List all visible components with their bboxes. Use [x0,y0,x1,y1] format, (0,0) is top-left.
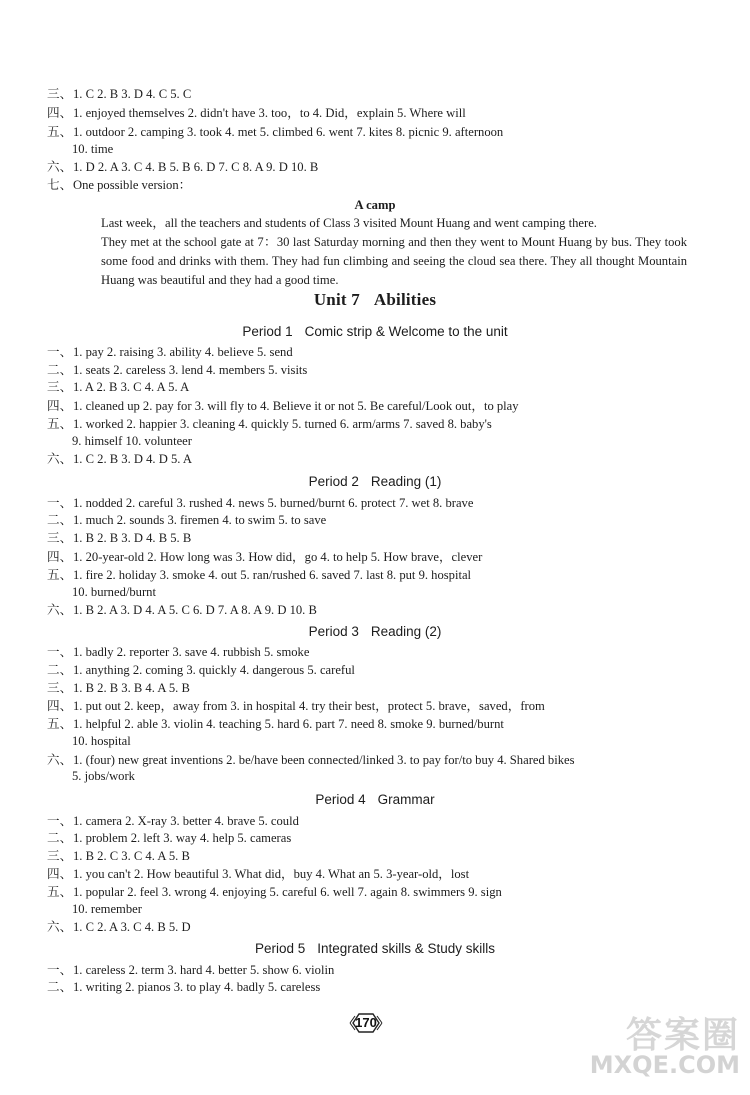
essay-title: A camp [354,198,396,212]
period-heading: Period 2 Reading (1) [308,474,442,489]
answer-line: 二、1. seats 2. careless 3. lend 4. members 5. visits [47,363,308,377]
answer-line: 10. burned/burnt [72,585,156,599]
period-heading: Period 3 Reading (2) [308,624,442,639]
answer-line: 四、1. 20-year-old 2. How long was 3. How did，go 4. to help 5. How brave，clever [47,550,483,564]
answer-line: 5. jobs/work [72,769,135,783]
answer-line: 一、1. pay 2. raising 3. ability 4. believe 5. send [47,345,293,359]
answer-line: 五、1. helpful 2. able 3. violin 4. teaching 5. hard 6. part 7. need 8. smoke 9. burned/burnt [47,717,504,731]
answer-line: 二、1. much 2. sounds 3. firemen 4. to swim 5. to save [47,513,327,527]
answer-line: 10. hospital [72,734,131,748]
period-heading: Period 5 Integrated skills & Study skills [254,941,496,956]
answer-line: 三、1. B 2. B 3. D 4. B 5. B [47,531,192,545]
answer-line: 二、1. problem 2. left 3. way 4. help 5. cameras [47,831,292,845]
answer-line: 四、1. cleaned up 2. pay for 3. will fly to 4. Believe it or not 5. Be careful/Look out，to play [47,399,519,413]
answer-line: 一、1. nodded 2. careful 3. rushed 4. news 5. burned/burnt 6. protect 7. wet 8. brave [47,496,474,510]
period-heading: Period 4 Grammar [315,792,435,807]
watermark-logo: 答案圈 [625,1015,740,1056]
watermark [589,1007,744,1087]
page-number: 170 [349,1012,383,1034]
answer-line: 六、1. B 2. A 3. D 4. A 5. C 6. D 7. A 8. A 9. D 10. B [47,603,317,617]
answer-line: 五、1. worked 2. happier 3. cleaning 4. quickly 5. turned 6. arm/arms 7. saved 8. baby's [47,417,492,431]
answer-line: 二、1. writing 2. pianos 3. to play 4. badly 5. careless [47,980,321,994]
answer-line: 六、1. D 2. A 3. C 4. B 5. B 6. D 7. C 8. A 9. D 10. B [47,160,319,174]
watermark-url: MXQE.COM [589,1051,740,1079]
answer-line: 三、1. B 2. B 3. B 4. A 5. B [47,681,190,695]
answer-line: 一、1. camera 2. X-ray 3. better 4. brave 5. could [47,814,299,828]
answer-line: 六、1. C 2. A 3. C 4. B 5. D [47,920,191,934]
answer-line: 一、1. careless 2. term 3. hard 4. better 5. show 6. violin [47,963,335,977]
answer-line: 五、1. popular 2. feel 3. wrong 4. enjoying 5. careful 6. well 7. again 8. swimmers 9. sign [47,885,502,899]
answer-line: 10. time [72,142,114,156]
answer-line: 五、1. fire 2. holiday 3. smoke 4. out 5. ran/rushed 6. saved 7. last 8. put 9. hospital [47,568,472,582]
answer-line: 二、1. anything 2. coming 3. quickly 4. dangerous 5. careful [47,663,355,677]
essay-paragraph: Last week，all the teachers and students of Class 3 visited Mount Huang and went camping there. [101,216,597,230]
answer-line: 一、1. badly 2. reporter 3. save 4. rubbish 5. smoke [47,645,310,659]
answer-line: 三、1. C 2. B 3. D 4. C 5. C [47,87,192,101]
answer-line: 四、1. put out 2. keep，away from 3. in hospital 4. try their best，protect 5. brave，saved，from [47,699,545,713]
answer-line: 六、1. (four) new great inventions 2. be/have been connected/linked 3. to pay for/to buy 4. Shared bikes [47,753,575,767]
answer-line: 三、1. B 2. C 3. C 4. A 5. B [47,849,190,863]
essay-paragraph: They met at the school gate at 7：30 last Saturday morning and then they went to Mount Huang by bus. They took some food and drinks with them. They had fun climbing and seeing the cloud sea there. They all thought Mountain Huang was beautiful and they had a good time. [101,235,687,287]
answer-line: 四、1. you can't 2. How beautiful 3. What did，buy 4. What an 5. 3-year-old，lost [47,867,470,881]
answer-line: 10. remember [72,902,142,916]
answer-line: 七、One possible version： [47,178,192,192]
answer-line: 六、1. C 2. B 3. D 4. D 5. A [47,452,192,466]
unit-title: Unit 7 Abilities [313,290,437,309]
answer-line: 9. himself 10. volunteer [72,434,192,448]
answer-line: 四、1. enjoyed themselves 2. didn't have 3. too，to 4. Did，explain 5. Where will [47,106,466,120]
period-heading: Period 1 Comic strip & Welcome to the unit [242,324,508,339]
answer-line: 五、1. outdoor 2. camping 3. took 4. met 5. climbed 6. went 7. kites 8. picnic 9. afternoon [47,125,504,139]
answer-line: 三、1. A 2. B 3. C 4. A 5. A [47,380,190,394]
